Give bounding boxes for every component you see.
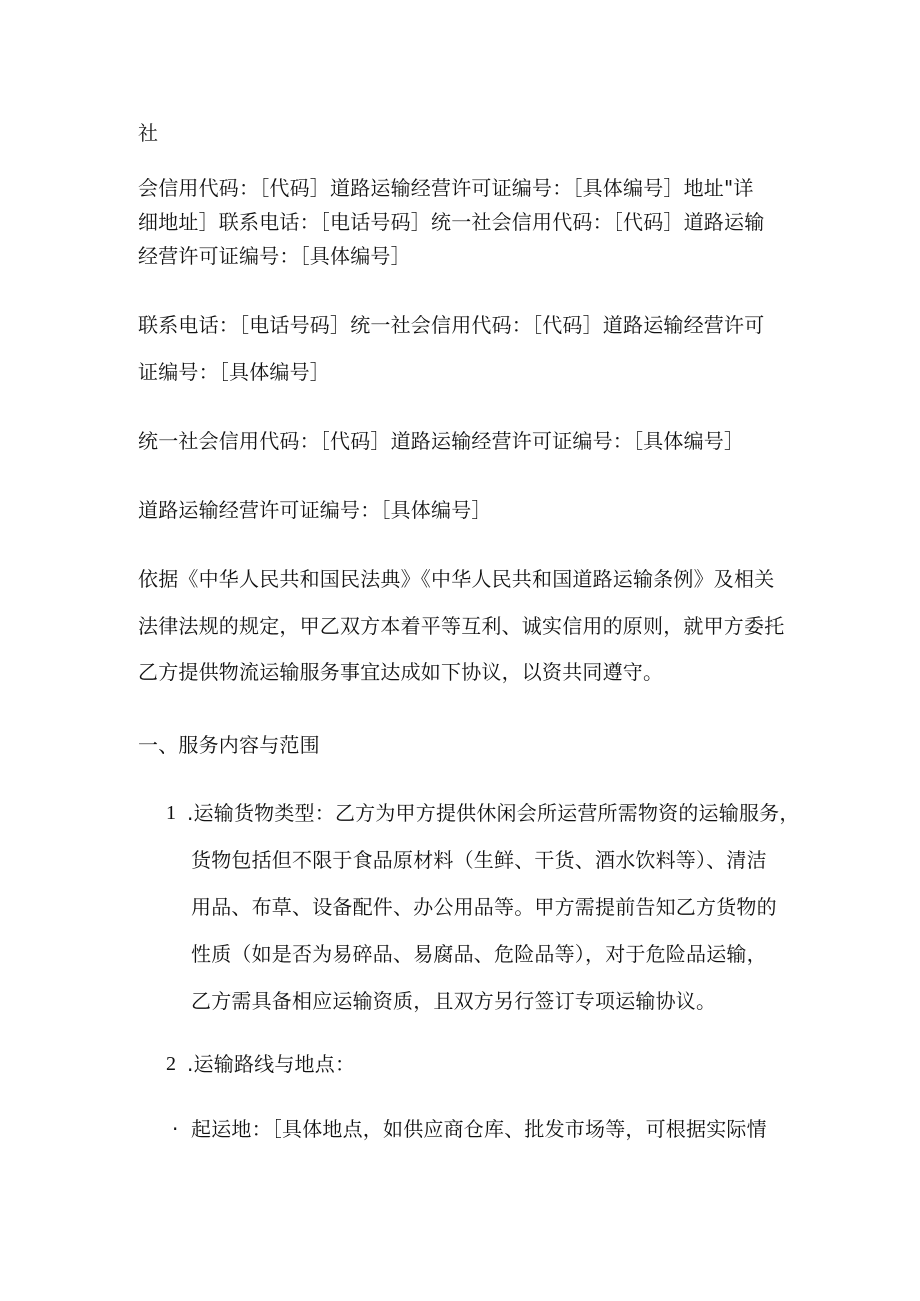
- text-line: 法律法规的规定，甲乙双方本着平等互利、诚实信用的原则，就甲方委托: [138, 614, 785, 638]
- text-line: 社: [138, 121, 159, 145]
- text-line: 依据《中华人民共和国民法典》《中华人民共和国道路运输条例》及相关: [138, 567, 775, 591]
- text-line: 统一社会信用代码：［代码］道路运输经营许可证编号：［具体编号］: [138, 429, 745, 453]
- text-line: 证编号：［具体编号］: [138, 360, 330, 384]
- list-item-text: .运输货物类型：乙方为甲方提供休闲会所运营所需物资的运输服务，: [187, 801, 800, 825]
- text-line: 细地址］联系电话：［电话号码］统一社会信用代码：［代码］道路运输: [138, 210, 765, 234]
- list-item-text: 乙方需具备相应运输资质，且双方另行签订专项运输协议。: [191, 989, 717, 1013]
- list-item-text: 用品、布草、设备配件、办公用品等。甲方需提前告知乙方货物的: [191, 895, 777, 919]
- text-line: 联系电话：［电话号码］统一社会信用代码：［代码］道路运输经营许可: [138, 313, 765, 337]
- list-item-text: .运输路线与地点：: [187, 1052, 356, 1076]
- list-item-text: 货物包括但不限于食品原材料（生鲜、干货、酒水饮料等）、清洁: [191, 848, 767, 872]
- text-line: 乙方提供物流运输服务事宜达成如下协议，以资共同遵守。: [138, 660, 664, 684]
- text-line: 会信用代码：［代码］道路运输经营许可证编号：［具体编号］地址"详: [138, 176, 754, 200]
- bullet-dot: ·: [172, 1117, 179, 1141]
- section-heading: 一、服务内容与范围: [138, 733, 320, 757]
- bullet-text: 起运地：［具体地点，如供应商仓库、批发市场等，可根据实际情: [191, 1117, 767, 1141]
- list-item-number: 1: [166, 802, 176, 824]
- text-line: 经营许可证编号：［具体编号］: [138, 244, 411, 268]
- text-line: 道路运输经营许可证编号：［具体编号］: [138, 498, 492, 522]
- list-item-text: 性质（如是否为易碎品、易腐品、危险品等），对于危险品运输，: [191, 942, 767, 966]
- list-item-number: 2: [166, 1053, 176, 1075]
